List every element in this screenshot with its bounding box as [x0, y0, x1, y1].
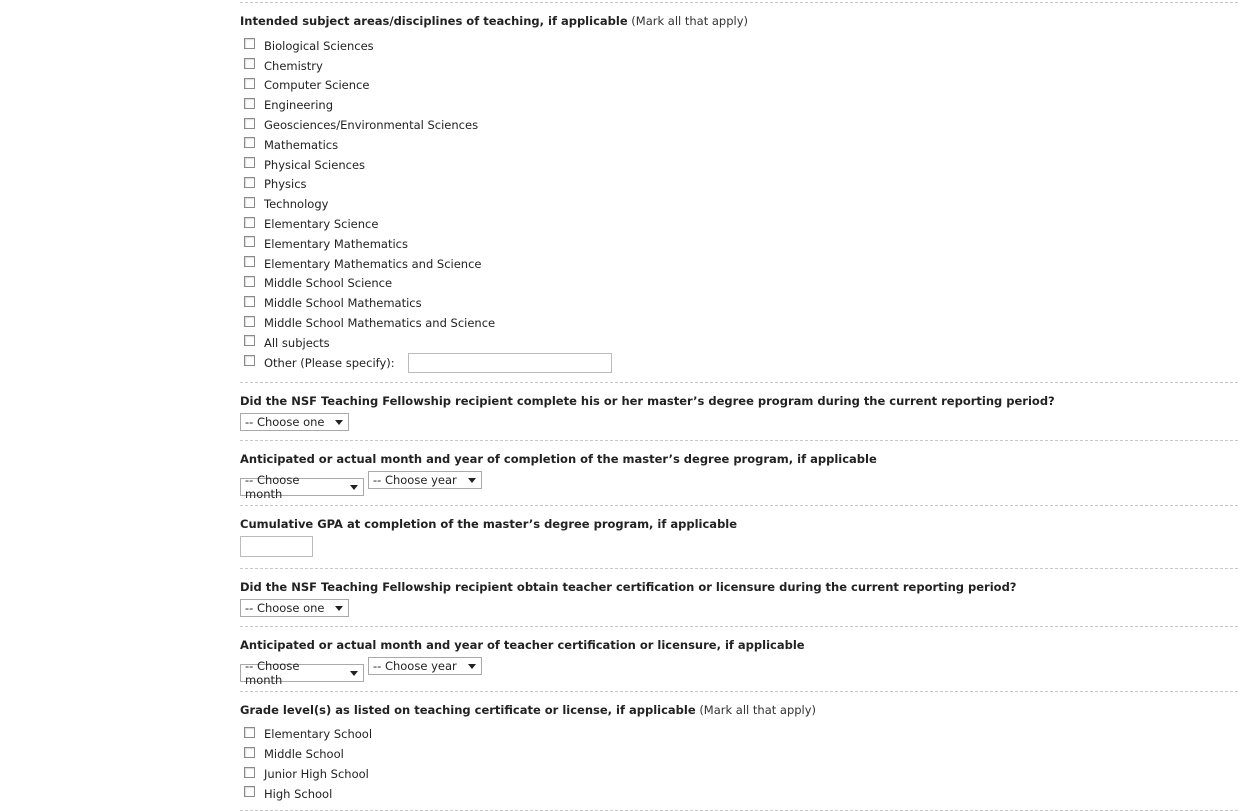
subject-option[interactable]: [240, 194, 1238, 214]
chevron-down-icon: [468, 664, 476, 669]
masters-date-field: [240, 471, 1238, 501]
subject-other-label: Other (Please specify):: [264, 355, 395, 370]
subject-checkbox[interactable]: [244, 296, 255, 307]
masters-year-select[interactable]: [368, 471, 482, 489]
grade-levels-title: Grade level(s) as listed on teaching certificate or license, if applicable: [240, 702, 696, 717]
certification-question: [240, 580, 1238, 594]
subject-checkbox[interactable]: [244, 137, 255, 148]
cert-month-select[interactable]: [240, 658, 364, 687]
subjects-title: Intended subject areas/disciplines of teaching, if applicable: [240, 14, 628, 28]
certification-title: Did the NSF Teaching Fellowship recipient obtain teacher certification or licensure during the current reporting period?: [240, 579, 1017, 594]
divider: [240, 440, 1238, 441]
certification-select-value: -- Choose one: [245, 600, 325, 615]
masters-complete-select[interactable]: [240, 413, 349, 431]
subject-option[interactable]: [240, 214, 1238, 234]
subject-checkbox[interactable]: [244, 217, 255, 228]
cert-month-select-value: -- Choose month: [245, 658, 300, 687]
subject-option-label: All subjects: [264, 335, 330, 350]
subject-option[interactable]: [240, 56, 1238, 76]
subject-other-checkbox[interactable]: [244, 355, 255, 366]
divider: [240, 382, 1238, 383]
subject-option-label: Elementary Mathematics: [264, 236, 408, 251]
subject-option[interactable]: [240, 333, 1238, 353]
subject-option[interactable]: [240, 254, 1238, 274]
subject-option[interactable]: [240, 95, 1238, 115]
subject-option[interactable]: [240, 155, 1238, 175]
chevron-down-icon: [335, 606, 343, 611]
cert-year-select-value: -- Choose year: [373, 658, 457, 673]
divider: [240, 568, 1238, 569]
masters-date-question: [240, 452, 1238, 466]
subject-option[interactable]: [240, 175, 1238, 195]
grade-levels-question: [240, 703, 1238, 717]
grade-level-option[interactable]: [240, 744, 1238, 764]
certification-field: [240, 599, 1238, 617]
gpa-input[interactable]: [240, 536, 313, 557]
subject-checkbox[interactable]: [244, 157, 255, 168]
subject-option-label: Chemistry: [264, 58, 323, 73]
grade-level-checkbox[interactable]: [244, 767, 255, 778]
divider: [240, 626, 1238, 627]
subject-other-row: [240, 353, 1238, 373]
subject-option[interactable]: [240, 274, 1238, 294]
grade-level-option-label: Elementary School: [264, 727, 373, 742]
grade-level-option-label: Junior High School: [264, 767, 369, 782]
chevron-down-icon: [468, 478, 476, 483]
subject-option-label: Elementary Science: [264, 217, 379, 232]
subject-option-label: Technology: [264, 197, 329, 212]
gpa-question: [240, 517, 1238, 531]
subject-option[interactable]: [240, 115, 1238, 135]
subject-option-label: Biological Sciences: [264, 38, 374, 53]
masters-month-select[interactable]: [240, 472, 364, 501]
grade-levels-checkbox-list: [240, 725, 1238, 804]
chevron-down-icon: [350, 485, 358, 490]
subject-checkbox[interactable]: [244, 118, 255, 129]
subjects-question: [240, 14, 1238, 28]
gpa-field: [240, 536, 1238, 557]
subject-checkbox[interactable]: [244, 236, 255, 247]
subject-checkbox[interactable]: [244, 58, 255, 69]
grade-level-option-label: Middle School: [264, 747, 344, 762]
subject-option[interactable]: [240, 293, 1238, 313]
subject-checkbox[interactable]: [244, 38, 255, 49]
grade-level-option[interactable]: [240, 725, 1238, 745]
subject-other-input[interactable]: [408, 353, 612, 373]
subject-option-label: Geosciences/Environmental Sciences: [264, 118, 479, 133]
subject-checkbox[interactable]: [244, 316, 255, 327]
subjects-hint: (Mark all that apply): [631, 14, 749, 28]
grade-level-checkbox[interactable]: [244, 727, 255, 738]
grade-level-checkbox[interactable]: [244, 747, 255, 758]
divider: [240, 505, 1238, 506]
subject-checkbox[interactable]: [244, 256, 255, 267]
subject-checkbox[interactable]: [244, 78, 255, 89]
masters-month-select-value: -- Choose month: [245, 472, 300, 501]
cert-year-select[interactable]: [368, 657, 482, 675]
masters-complete-field: [240, 413, 1238, 431]
subjects-checkbox-list: [240, 36, 1238, 353]
cert-date-question: [240, 638, 1238, 652]
masters-complete-select-value: -- Choose one: [245, 414, 325, 429]
masters-complete-question: [240, 394, 1238, 408]
cert-date-field: [240, 657, 1238, 687]
subject-checkbox[interactable]: [244, 276, 255, 287]
grade-level-option[interactable]: [240, 764, 1238, 784]
divider: [240, 691, 1238, 692]
subject-checkbox[interactable]: [244, 335, 255, 346]
subject-checkbox[interactable]: [244, 177, 255, 188]
subject-checkbox[interactable]: [244, 197, 255, 208]
subject-option-label: Physical Sciences: [264, 157, 366, 172]
subject-option[interactable]: [240, 135, 1238, 155]
masters-complete-title: Did the NSF Teaching Fellowship recipient complete his or her master’s degree program during the current reporting period?: [240, 393, 1055, 408]
certification-select[interactable]: [240, 599, 349, 617]
gpa-title: Cumulative GPA at completion of the master’s degree program, if applicable: [240, 516, 738, 531]
chevron-down-icon: [350, 671, 358, 676]
subject-option[interactable]: [240, 234, 1238, 254]
masters-date-title: Anticipated or actual month and year of completion of the master’s degree program, if applicable: [240, 451, 877, 466]
subject-option[interactable]: [240, 313, 1238, 333]
grade-levels-hint: (Mark all that apply): [699, 702, 817, 717]
subject-option[interactable]: [240, 36, 1238, 56]
subject-checkbox[interactable]: [244, 98, 255, 109]
form-section: [240, 0, 1238, 811]
subject-option-label: Middle School Mathematics: [264, 296, 422, 311]
subject-option-label: Computer Science: [264, 78, 370, 93]
cert-date-title: Anticipated or actual month and year of teacher certification or licensure, if applicable: [240, 637, 805, 652]
subject-option-label: Mathematics: [264, 137, 339, 152]
subject-option-label: Physics: [264, 177, 307, 192]
subject-option-label: Middle School Mathematics and Science: [264, 316, 496, 331]
subject-option-label: Elementary Mathematics and Science: [264, 256, 482, 271]
chevron-down-icon: [335, 420, 343, 425]
subject-option-label: Engineering: [264, 98, 333, 113]
subject-option[interactable]: [240, 76, 1238, 96]
grade-level-option[interactable]: [240, 784, 1238, 804]
subject-option-label: Middle School Science: [264, 276, 393, 291]
grade-level-option-label: High School: [264, 786, 333, 801]
grade-level-checkbox[interactable]: [244, 786, 255, 797]
masters-year-select-value: -- Choose year: [373, 472, 457, 487]
divider: [240, 2, 1238, 3]
